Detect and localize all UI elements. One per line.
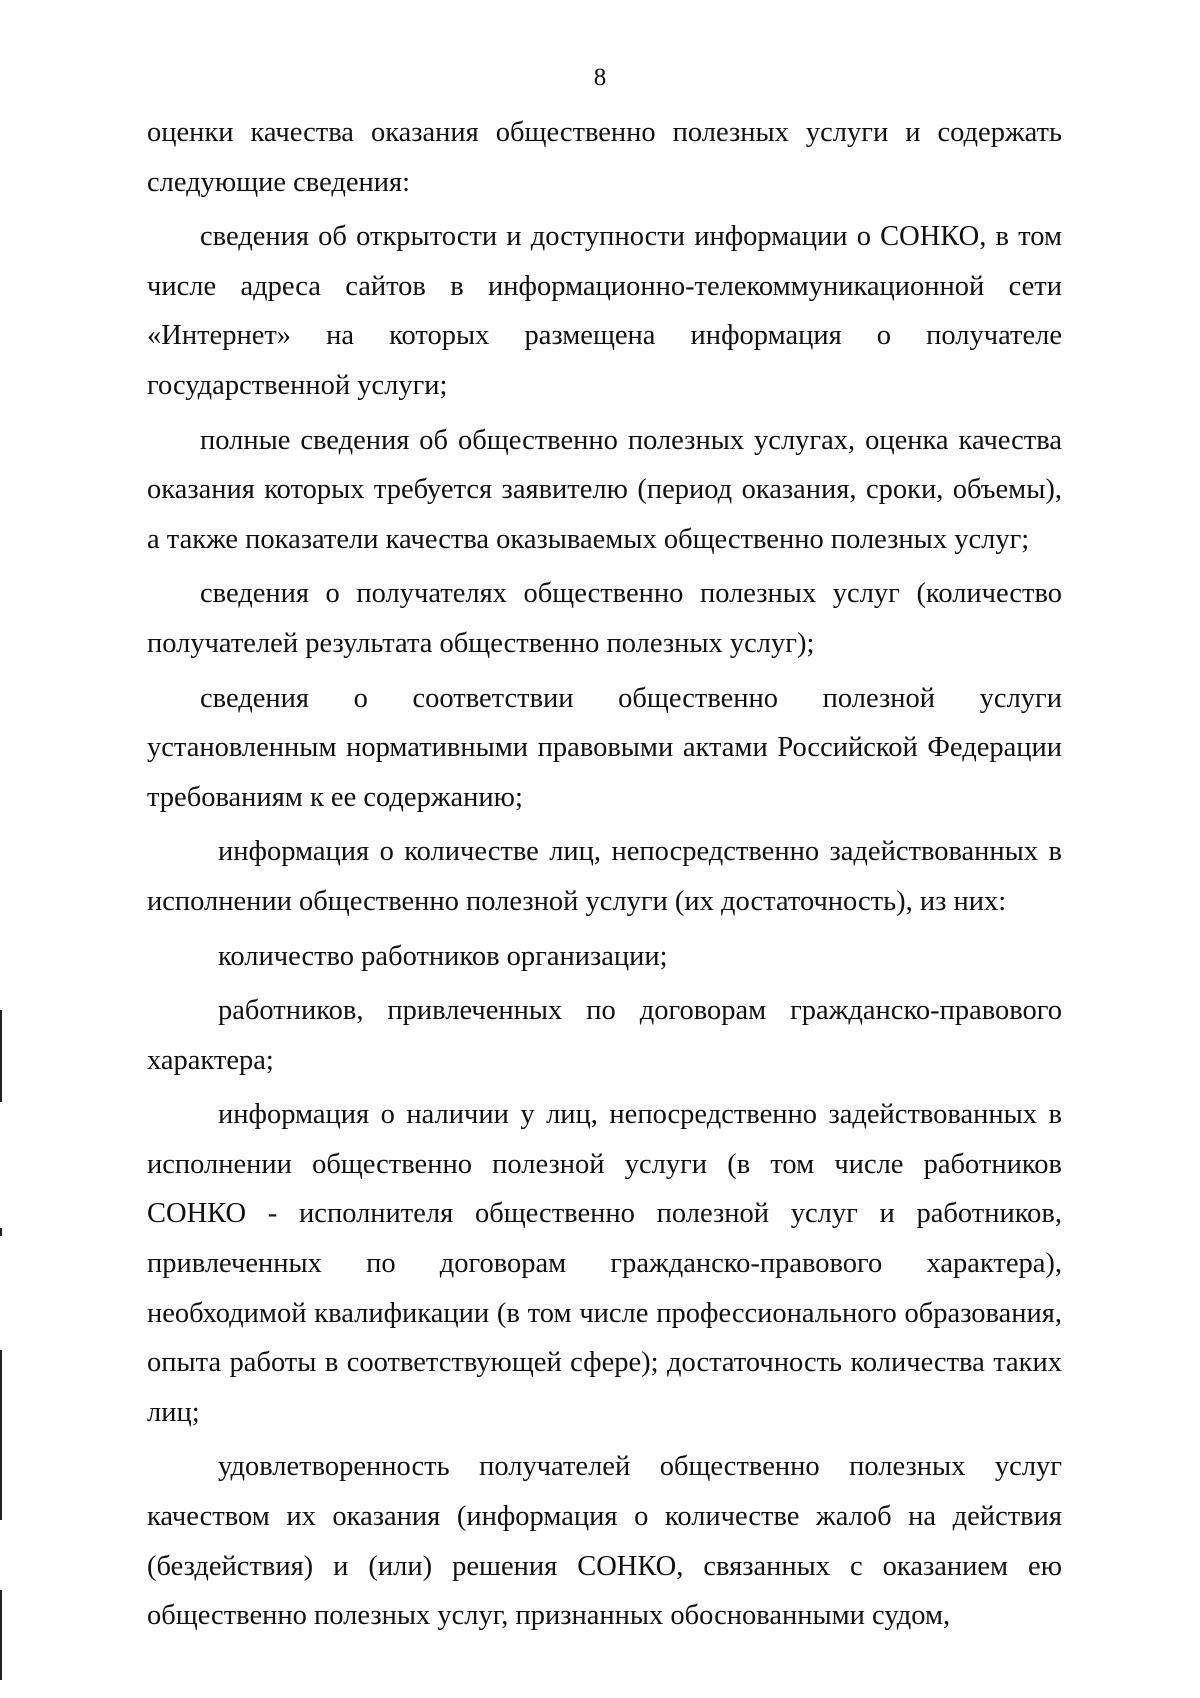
scan-edge-mark xyxy=(0,1010,2,1102)
scan-edge-mark xyxy=(0,1228,2,1236)
paragraph-contractors: работников, привлеченных по договорам гражданско-правового характера; xyxy=(147,995,1062,1076)
paragraph-employees: количество работников организации; xyxy=(218,940,668,972)
paragraph-qualification: информация о наличии у лиц, непосредственно задействованных в исполнении общественно полезной услуги (в том числе работников СОНКО - исполнителя общественно полезной услуг и работников, привлеченных по договорам гражданско-правового характера), необходимой квалификации (в том числе профессионального образования, опыта работы в соответствующей сфере); достаточность количества таких лиц; xyxy=(147,1099,1062,1428)
paragraph-compliance-info: сведения о соответствии общественно полезной услуги установленным нормативными правовыми актами Российской Федерации требованиям к ее содержанию; xyxy=(147,682,1062,813)
paragraph-services-info: полные сведения об общественно полезных услугах, оценка качества оказания которых требуется заявителю (период оказания, сроки, объемы), а также показатели качества оказываемых общественно полезных услуг; xyxy=(147,424,1062,555)
page-number: 8 xyxy=(593,64,607,91)
paragraph-staff-count: информация о количестве лиц, непосредственно задействованных в исполнении общественно полезной услуги (их достаточность), из них: xyxy=(147,836,1062,917)
paragraph-continuation: оценки качества оказания общественно полезных услуги и содержать следующие сведения: xyxy=(147,117,1062,198)
scan-edge-mark xyxy=(0,1590,2,1680)
paragraph-recipients-info: сведения о получателях общественно полезных услуг (количество получателей результата общественно полезных услуг); xyxy=(147,578,1062,659)
paragraph-openness-info: сведения об открытости и доступности информации о СОНКО, в том числе адреса сайтов в информационно-телекоммуникационной сети «Интернет» на которых размещена информация о получателе государственной услуги; xyxy=(147,221,1062,401)
scan-edge-mark xyxy=(0,1350,2,1520)
document-body xyxy=(147,108,1062,1641)
paragraph-satisfaction: удовлетворенность получателей общественно полезных услуг качеством их оказания (информация о количестве жалоб на действия (бездействия) и (или) решения СОНКО, связанных с оказанием ею общественно полезных услуг, признанных обоснованными судом, xyxy=(147,1451,1062,1632)
